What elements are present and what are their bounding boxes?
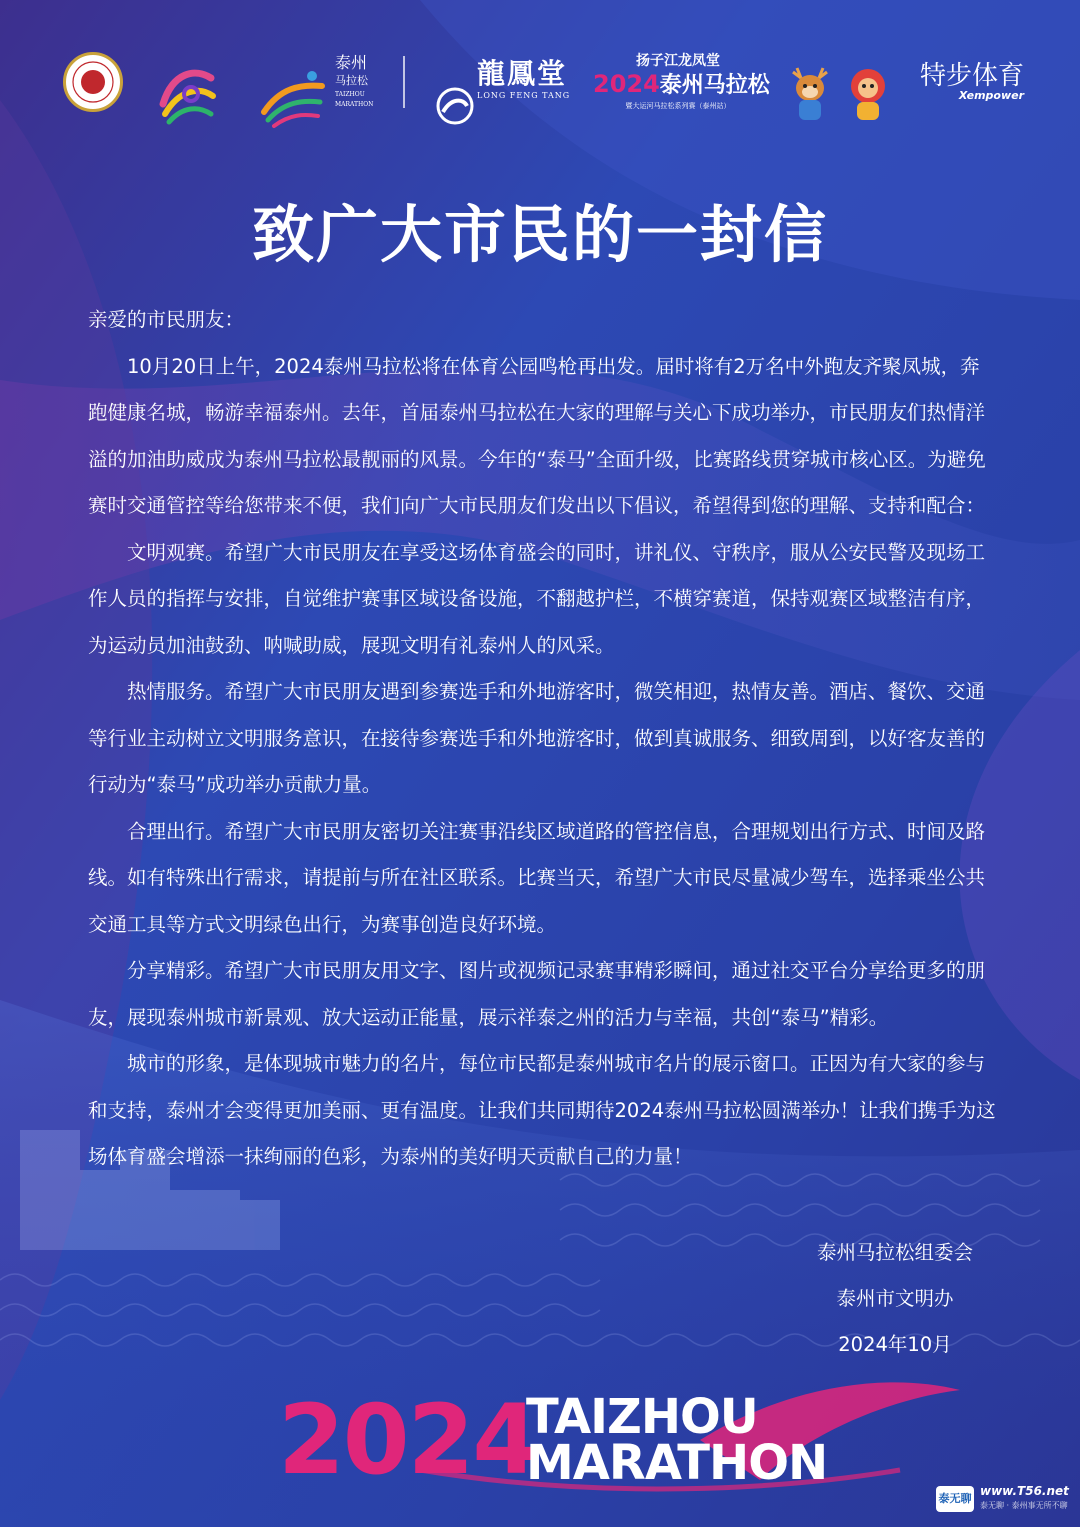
taizhou-marathon-runner-icon [260,52,330,144]
xempower-en: Xempower [958,89,1025,102]
event-line1: 扬子江龙凤堂 [636,53,720,69]
deer-mascot-icon [787,48,833,140]
taizhou-marathon-en: TAIZHOU MARATHON [335,91,374,108]
taizhou-marathon-2024-logo [278,1384,828,1496]
lion-mascot-icon [845,48,891,140]
logo-city: TAIZHOU [526,1389,758,1445]
taizhou-line2: 马拉松 [335,74,368,87]
signature-date: 2024年10月 [838,1333,952,1356]
event-year: 2024 [593,70,660,98]
taizhou-marathon-wordmark [335,54,375,110]
letter-paragraph-warm-service: 热情服务。希望广大市民朋友遇到参赛选手和外地游客时，微笑相迎，热情友善。酒店、餐饮、交通等行业主动树立文明服务意识，在接待参赛选手和外地游客时，做到真诚服务、细致周到，以好客友善的行动为“泰马”成功举办贡献力量。 [88,680,986,796]
letter-paragraph-reasonable-travel: 合理出行。希望广大市民朋友密切关注赛事沿线区域道路的管控信息，合理规划出行方式、时间及路线。如有特殊出行需求，请提前与所在社区联系。比赛当天，希望广大市民尽量减少驾车，选择乘坐公共交通工具等方式文明绿色出行，为赛事创造良好环境。 [88,819,986,936]
long-feng-tang-swirl-icon [435,60,475,152]
watermark-slogan: 泰无聊 · 泰州事无所不聊 [980,1501,1068,1510]
sponsor-logos-row [55,38,1030,130]
colorful-ribbon-logo [155,50,219,142]
letter-paragraph-closing: 城市的形象，是体现城市魅力的名片，每位市民都是泰州城市名片的展示窗口。正因为有大家的参与和支持，泰州才会变得更加美丽、更有温度。让我们共同期待2024泰州马拉松圆满举办！让我们携手为这场体育盛会增添一抹绚丽的色彩，为泰州的美好明天贡献自己的力量！ [88,1052,996,1168]
xempower-logo [920,62,1024,102]
event-logo [593,52,770,111]
sponsor-en: LONG FENG TANG [477,91,571,100]
watermark-site: www.T56.net [980,1484,1069,1498]
letter-body [88,297,996,1181]
letter-paragraph-intro: 10月20日上午，2024泰州马拉松将在体育公园鸣枪再出发。届时将有2万名中外跑友齐聚凤城，奔跑健康名城，畅游幸福泰州。去年，首届泰州马拉松在大家的理解与关心下成功举办，市民朋友们热情洋溢的加油助威成为泰州马拉松最靓丽的风景。今年的“泰马”全面升级，比赛路线贯穿城市核心区。为避免赛时交通管控等给您带来不便，我们向广大市民朋友们发出以下倡议，希望得到您的理解、支持和配合： [88,354,986,517]
sponsor-cn: 龍鳳堂 [477,57,568,90]
event-line3: 暨大运河马拉松系列赛（泰州站） [625,102,731,110]
letter-salutation: 亲爱的市民朋友： [88,308,245,331]
chinese-athletics-association-emblem [63,52,123,112]
logo-event: MARATHON [526,1435,828,1491]
logo-year: 2024 [278,1384,538,1496]
signature-block [790,1230,1000,1368]
page-title: 致广大市民的一封信 [251,198,828,271]
event-name: 泰州马拉松 [659,73,770,98]
long-feng-tang-wordmark [477,58,570,102]
site-watermark [936,1480,1076,1520]
watermark-badge: 泰无聊 [936,1486,974,1512]
letter-paragraph-civilized-viewing: 文明观赛。希望广大市民朋友在享受这场体育盛会的同时，讲礼仪、守秩序，服从公安民警及现场工作人员的指挥与安排，自觉维护赛事区域设备设施，不翻越护栏，不横穿赛道，保持观赛区域整洁有序，为运动员加油鼓劲、呐喊助威，展现文明有礼泰州人的风采。 [88,540,986,657]
signature-org-civilization-office: 泰州市文明办 [836,1287,954,1310]
signature-org-committee: 泰州马拉松组委会 [816,1241,973,1264]
xempower-cn: 特步体育 [920,61,1025,91]
taizhou-line1: 泰州 [335,53,368,72]
letter-paragraph-share-moments: 分享精彩。希望广大市民朋友用文字、图片或视频记录赛事精彩瞬间，通过社交平台分享给更多的朋友，展现泰州城市新景观、放大运动正能量，展示祥泰之州的活力与幸福，共创“泰马”精彩。 [88,959,986,1029]
logo-divider [403,56,405,108]
